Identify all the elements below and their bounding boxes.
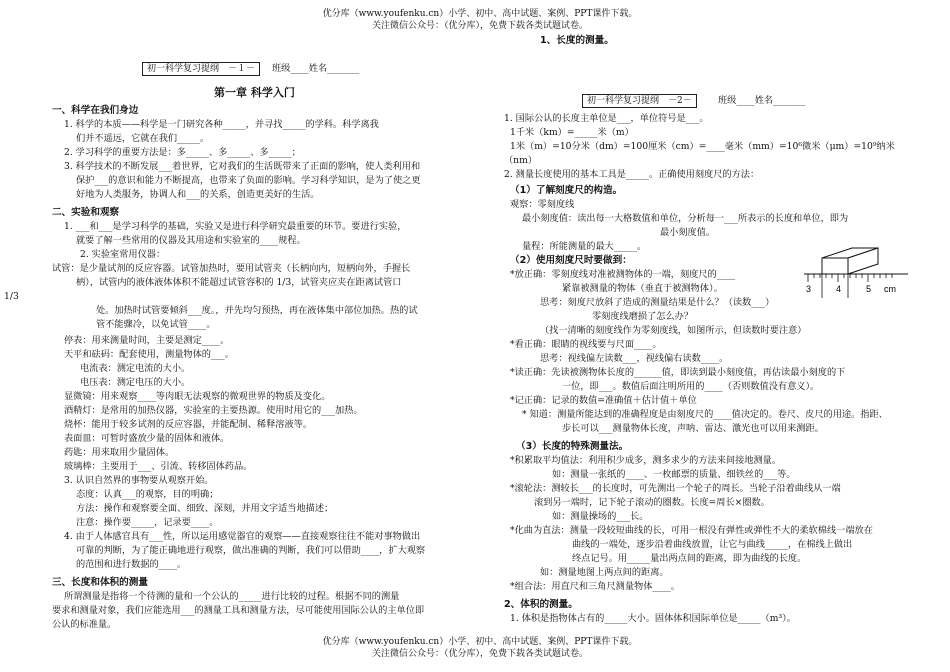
right-c-line-9: *记正确：记录的数值=准确值＋估计值＋单位 <box>510 395 697 406</box>
right-d-line-4: 如：测量操场的___长。 <box>552 511 649 522</box>
left-s1-line-5: 好地为人类服务，协调人和___的关系，创造更美好的生活。 <box>76 189 320 200</box>
right-c-line-6: 思考：视线偏左读数___，视线偏右读数____。 <box>540 353 729 364</box>
left-s3-line-2: 公认的标准量。 <box>52 619 117 630</box>
right-d-line-1: 如：测量一张纸的____、一枚邮票的质量、细铁丝的___等。 <box>552 469 796 480</box>
right-c-line-8: 一位，即___。数值后面注明所用的____（否则数值没有意义）。 <box>562 381 820 392</box>
left-s2-line-1: 就要了解一些常用的仪器及其用途和实验室的____规程。 <box>76 235 306 246</box>
left-s2-line-20: 方法：操作和观察要全面、细致、深刻，并用文字适当地描述； <box>76 503 334 514</box>
left-header-fields: 班级____姓名_______ <box>272 63 360 74</box>
right-c-line-5: *看正确：眼睛的视线要与尺面____。 <box>510 339 662 350</box>
right-a-line-3: （nm） <box>504 155 538 166</box>
left-s2-line-22: 4. 由于人体感官具有___性，所以运用感觉器官的观察——直接观察往往不能对事物做出 <box>64 531 421 542</box>
left-s2-line-24: 的范围和进行数据的____。 <box>76 559 187 570</box>
right-sub1-title: （1）了解刻度尺的构造。 <box>510 185 623 196</box>
right-section-1-title: 1、长度的测量。 <box>540 35 614 46</box>
left-s2-line-5: 1/3 <box>4 291 19 302</box>
left-s2-line-14: 烧杯：能用于较多试剂的反应容器，并能配制、稀释溶液等。 <box>64 419 313 430</box>
chapter-title: 第一章 科学入门 <box>214 86 295 99</box>
left-s2-line-15: 表面皿：可暂时盛放少量的固体和液体。 <box>64 433 230 444</box>
right-c-line-4: （找一清晰的刻度线作为零刻度线，如图所示，但读数时要注意） <box>540 325 807 336</box>
left-s2-line-23: 可靠的判断，为了能正确地进行观察，做出准确的判断，我们可以借助____，扩大观察 <box>76 545 426 556</box>
right-section-2-title: 2、体积的测量。 <box>504 599 578 610</box>
left-s2-line-17: 玻璃棒：主要用于___、引流、转移固体药品。 <box>64 461 253 472</box>
left-header-box: 初一科学复习提纲 －１－ <box>142 62 260 76</box>
left-s2-line-19: 态度：认真___的观察，目的明确； <box>76 489 219 500</box>
right-b-line-3: 量程：所能测量的最大_____。 <box>522 241 647 252</box>
right-a-line-4: 2. 测量长度使用的基本工具是_____。正确使用刻度尺的方法： <box>504 169 760 180</box>
left-s1-line-4: 保护___的意识和能力不断提高，也带来了负面的影响。学习科学知识，是为了使之更 <box>76 175 421 186</box>
ruler-label-unit: cm <box>884 284 896 294</box>
watermark-top-line1: 优分库（www.youfenku.cn）小学、初中、高中试题、案例、PPT课件下载。 <box>322 9 638 19</box>
block-front-face <box>822 258 848 274</box>
right-d-line-2: *滚轮法：测较长___的长度时，可先测出一个轮子的周长。当轮子沿着曲线从一端 <box>510 483 841 494</box>
left-s2-line-2: 2. 实验室常用仪器： <box>80 249 166 260</box>
left-s2-line-16: 药匙：用来取用少量固体。 <box>64 447 175 458</box>
right-d-line-7: 终点记号。用_____量出两点间的距离，即为曲线的长度。 <box>572 553 807 564</box>
right-c-line-10: * 知道：测量所能达到的准确程度是由刻度尺的____值决定的。卷尺、皮尺的用途。指距、 <box>522 409 888 420</box>
right-b-line-1: 最小刻度值：读出每一大格数值和单位，分析每一___所表示的长度和单位，即为 <box>522 213 849 224</box>
watermark-bottom-line2: 关注微信公众号：（优分库），免费下载各类试题试卷。 <box>371 649 588 659</box>
left-s2-line-7: 管不能骤冷，以免试管____。 <box>96 319 216 330</box>
right-c-line-3: 零刻度线磨损了怎么办？ <box>592 311 694 322</box>
ruler-figure <box>800 244 912 304</box>
left-s2-line-9: 天平和砝码：配套使用，测量物体的___。 <box>64 349 234 360</box>
left-s2-line-11: 电压表：测定电压的大小。 <box>80 377 191 388</box>
ruler-ticks <box>808 274 892 282</box>
right-header-fields: 班级____姓名_______ <box>718 95 806 106</box>
left-s2-line-6: 处。加热时试管要倾斜___度。，并先均匀预热，再在液体集中部位加热。热的试 <box>96 305 418 316</box>
ruler-label-3: 3 <box>806 284 812 294</box>
left-s2-line-0: 1. ___和___是学习科学的基础，实验又是进行科学研究最重要的环节。要进行实验， <box>64 221 407 232</box>
right-header-box: 初一科学复习提纲 －2－ <box>582 94 697 108</box>
right-e-line-0: 1. 体积是指物体占有的_____大小。固体体积国际单位是_____（m³）。 <box>510 613 796 624</box>
right-d-line-0: *积累取平均值法：利用积少成多，测多求少的方法来间接地测量。 <box>510 455 782 466</box>
left-s1-line-0: 1. 科学的本质——科学是一门研究各种_____，并寻找_____的学科。科学离我 <box>64 119 379 130</box>
left-s2-line-12: 显微镜：用来观察____等肉眼无法观察的微观世界的物质及变化。 <box>64 391 331 402</box>
left-section-3-title: 三、长度和体积的测量 <box>52 577 148 588</box>
watermark-top-line2: 关注微信公众号：（优分库），免费下载各类试题试卷。 <box>371 21 588 31</box>
left-section-2-title: 二、实验和观察 <box>52 207 120 218</box>
right-b-line-2: 最小刻度值。 <box>660 227 716 238</box>
left-s1-line-2: 2. 学习科学的重要方法是：多_____、多_____、多_____； <box>64 147 301 158</box>
watermark-top <box>280 8 680 32</box>
left-s3-line-0: 所谓测量是指将一个待测的量和一个公认的_____进行比较的过程。根据不同的测量 <box>64 591 400 602</box>
right-d-line-8: 如：测量地图上两点间的距离。 <box>540 567 669 578</box>
left-s2-line-13: 酒精灯：是常用的加热仪器，实验室的主要热源。使用时用它的___加热。 <box>64 405 363 416</box>
left-s1-line-3: 3. 科学技术的不断发展___着世界，它对我们的生活既带来了正面的影响，使人类利用和 <box>64 161 421 172</box>
left-section-1-title: 一、科学在我们身边 <box>52 105 139 116</box>
right-d-line-3: 滚到另一端时，记下轮子滚动的圈数。长度=周长×圈数。 <box>534 497 770 508</box>
left-s2-line-18: 3. 认识自然界的事物要从观察开始。 <box>64 475 214 486</box>
left-s2-line-10: 电流表：测定电流的大小。 <box>80 363 191 374</box>
watermark-bottom-line1: 优分库（www.youfenku.cn）小学、初中、高中试题、案例、PPT课件下载。 <box>322 637 638 647</box>
left-s1-line-1: 们并不遥远，它就在我们_____。 <box>76 133 210 144</box>
right-d-line-6: 曲线的一端处，逐步沿着曲线放置，让它与曲线_____，在棉线上做出 <box>572 539 853 550</box>
right-sub3-title: （3）长度的特殊测量法。 <box>516 441 629 452</box>
watermark-bottom <box>280 636 680 660</box>
left-s2-line-4: 柄），试管内的液体液体体积不能超过试管容积的 1/3，试管夹应夹在距离试管口 <box>76 277 402 288</box>
right-d-line-9: *组合法：用直尺和三角尺测量物体____。 <box>510 581 680 592</box>
left-s2-line-21: 注意：操作要_____，记录要____。 <box>76 517 219 528</box>
right-c-line-11: 步长可以___测量物体长度，声呐、雷达、激光也可以用来测距。 <box>562 423 824 434</box>
right-c-line-0: *放正确：零刻度线对准被测物体的一端，刻度尺的____ <box>510 269 736 280</box>
right-d-line-5: *化曲为直法：测量一段较短曲线的长，可用一根没有弹性或弹性不大的柔软棉线一端放在 <box>510 525 873 536</box>
right-a-line-0: 1. 国际公认的长度主单位是___，单位符号是___。 <box>504 113 709 124</box>
right-sub2-title: （2）使用刻度尺时要做到： <box>510 255 632 266</box>
left-s2-line-3: 试管：是少量试剂的反应容器。试管加热时，要用试管夹（长柄向内，短柄向外，手握长 <box>52 263 411 274</box>
left-s2-line-8: 停表：用来测量时间，主要是测定____。 <box>64 335 230 346</box>
right-c-line-2: 思考：刻度尺放斜了造成的测量结果是什么？（读数___） <box>540 297 775 308</box>
right-b-line-0: 观察：零刻度线 <box>510 199 575 210</box>
right-a-line-2: 1米（m）=10分米（dm）=100厘米（cm）=____毫米（mm）=10⁶微米（μm）=10⁹纳米 <box>510 141 895 152</box>
ruler-label-4: 4 <box>836 284 842 294</box>
right-c-line-1: 紧靠被测量的物体（垂直于被测物体）。 <box>562 283 723 294</box>
ruler-label-5: 5 <box>866 284 872 294</box>
right-c-line-7: *读正确：先读被测物体长度的______值，即读到最小刻度值，再估读最小刻度的下 <box>510 367 846 378</box>
right-a-line-1: 1千米（km）=_____米（m） <box>510 127 634 138</box>
left-s3-line-1: 要求和测量对象，我们应能选用___的测量工具和测量方法，尽可能使用国际公认的主单位即 <box>52 605 425 616</box>
